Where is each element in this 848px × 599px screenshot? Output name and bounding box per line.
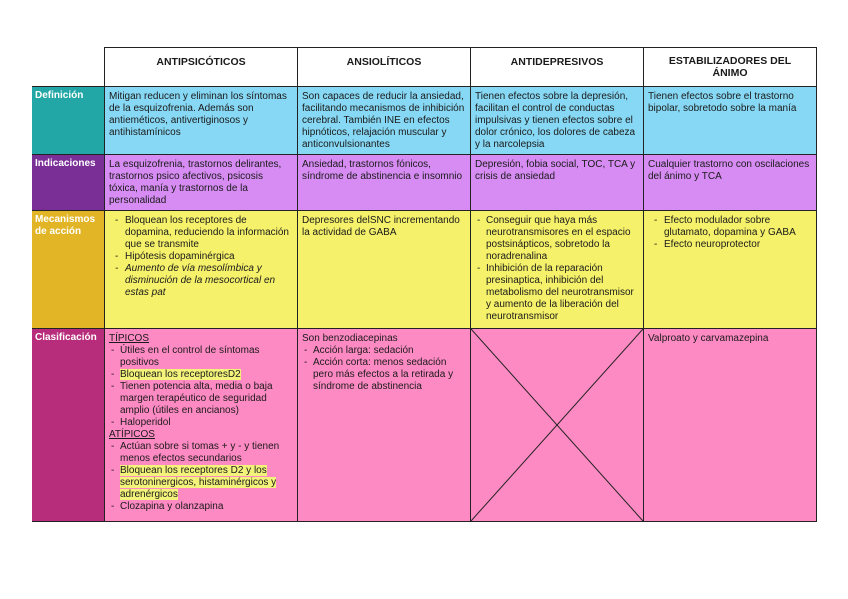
cell-clasificacion-estabilizadores: Valproato y carvamazepina <box>643 328 817 522</box>
cell-definicion-estabilizadores: Tienen efectos sobre el trastorno bipolar, sobretodo sobre la manía <box>643 86 817 155</box>
highlighted-text: Bloquean los receptores D2 y los serotoninergicos, histaminérgicos y adrenérgicos <box>120 465 277 500</box>
tipicos-title: TÍPICOS <box>109 333 150 344</box>
cell-clasificacion-ansioliticos <box>297 328 471 522</box>
list-item: - Bloquean los receptores de dopamina, reduciendo la información que se transmite <box>109 215 293 251</box>
header-antipsicoticos: ANTIPSICÓTICOS <box>104 47 298 87</box>
list-item: - Efecto neuroprotector <box>648 239 812 251</box>
list-item <box>109 369 293 381</box>
cross-out-mark <box>471 329 643 521</box>
cell-indicaciones-antipsicoticos: La esquizofrenia, trastornos delirantes, trastornos psico afectivos, psicosis tóxica, manía y trastornos de la personalidad <box>104 154 298 211</box>
cell-mecanismos-antidepresivos <box>470 210 644 329</box>
list-item: - Haloperidol <box>109 417 293 429</box>
list-item: - Aumento de vía mesolímbica y disminución de la mesocortical en estas pat <box>109 263 293 299</box>
ansioliticos-clasificacion-title: Son benzodiacepinas <box>302 333 398 344</box>
row-label-definicion: Definición <box>32 86 105 155</box>
list-item: - Acción larga: sedación <box>302 345 466 357</box>
cell-definicion-antipsicoticos: Mitigan reducen y eliminan los síntomas de la esquizofrenia. Además son antieméticos, antivertiginosos y antihistamínicos <box>104 86 298 155</box>
header-estabilizadores: ESTABILIZADORES DEL ÁNIMO <box>643 47 817 87</box>
list-item: - Clozapina y olanzapina <box>109 501 293 513</box>
list-item: - Inhibición de la reparación presinaptica, inhibición del metabolismo del neurotransmisor y aumento de la liberación del neurotransmisor <box>475 263 639 323</box>
list-item: - Hipótesis dopaminérgica <box>109 251 293 263</box>
row-label-mecanismos: Mecanismos de acción <box>32 210 105 329</box>
row-label-clasificacion: Clasificación <box>32 328 105 522</box>
cell-clasificacion-antidepresivos-empty <box>470 328 644 522</box>
header-empty <box>32 47 105 87</box>
row-label-indicaciones: Indicaciones <box>32 154 105 211</box>
cell-mecanismos-ansioliticos: Depresores delSNC incrementando la actividad de GABA <box>297 210 471 329</box>
cell-mecanismos-estabilizadores <box>643 210 817 329</box>
list-item: - Actúan sobre si tomas + y - y tienen menos efectos secundarios <box>109 441 293 465</box>
cell-indicaciones-ansioliticos: Ansiedad, trastornos fónicos, síndrome de abstinencia e insomnio <box>297 154 471 211</box>
header-antidepresivos: ANTIDEPRESIVOS <box>470 47 644 87</box>
atipicos-title: ATÍPICOS <box>109 429 155 440</box>
header-ansioliticos: ANSIOLÍTICOS <box>297 47 471 87</box>
list-item: - Acción corta: menos sedación pero más efectos a la retirada y síndrome de abstinencia <box>302 357 466 393</box>
list-item: - Útiles en el control de síntomas positivos <box>109 345 293 369</box>
cell-mecanismos-antipsicoticos <box>104 210 298 329</box>
highlighted-text: Bloquean los receptoresD2 <box>120 369 241 380</box>
cell-indicaciones-antidepresivos: Depresión, fobia social, TOC, TCA y crisis de ansiedad <box>470 154 644 211</box>
cell-definicion-antidepresivos: Tienen efectos sobre la depresión, facilitan el control de conductas impulsivas y tienen efectos sobre el dolor crónico, los dolores de cabeza y la narcolepsia <box>470 86 644 155</box>
list-item: - Conseguir que haya más neurotransmisores en el espacio postsinápticos, sobretodo la noradrenalina <box>475 215 639 263</box>
cell-clasificacion-antipsicoticos <box>104 328 298 522</box>
cell-definicion-ansioliticos: Son capaces de reducir la ansiedad, facilitando mecanismos de inhibición cerebral. También INE en efectos hipnóticos, relajación muscular y anticonvulsionantes <box>297 86 471 155</box>
cell-indicaciones-estabilizadores: Cualquier trastorno con oscilaciones del ánimo y TCA <box>643 154 817 211</box>
list-item: - Tienen potencia alta, media o baja margen terapéutico de seguridad amplio (útiles en ancianos) <box>109 381 293 417</box>
list-item <box>109 465 293 501</box>
list-item: - Efecto modulador sobre glutamato, dopamina y GABA <box>648 215 812 239</box>
